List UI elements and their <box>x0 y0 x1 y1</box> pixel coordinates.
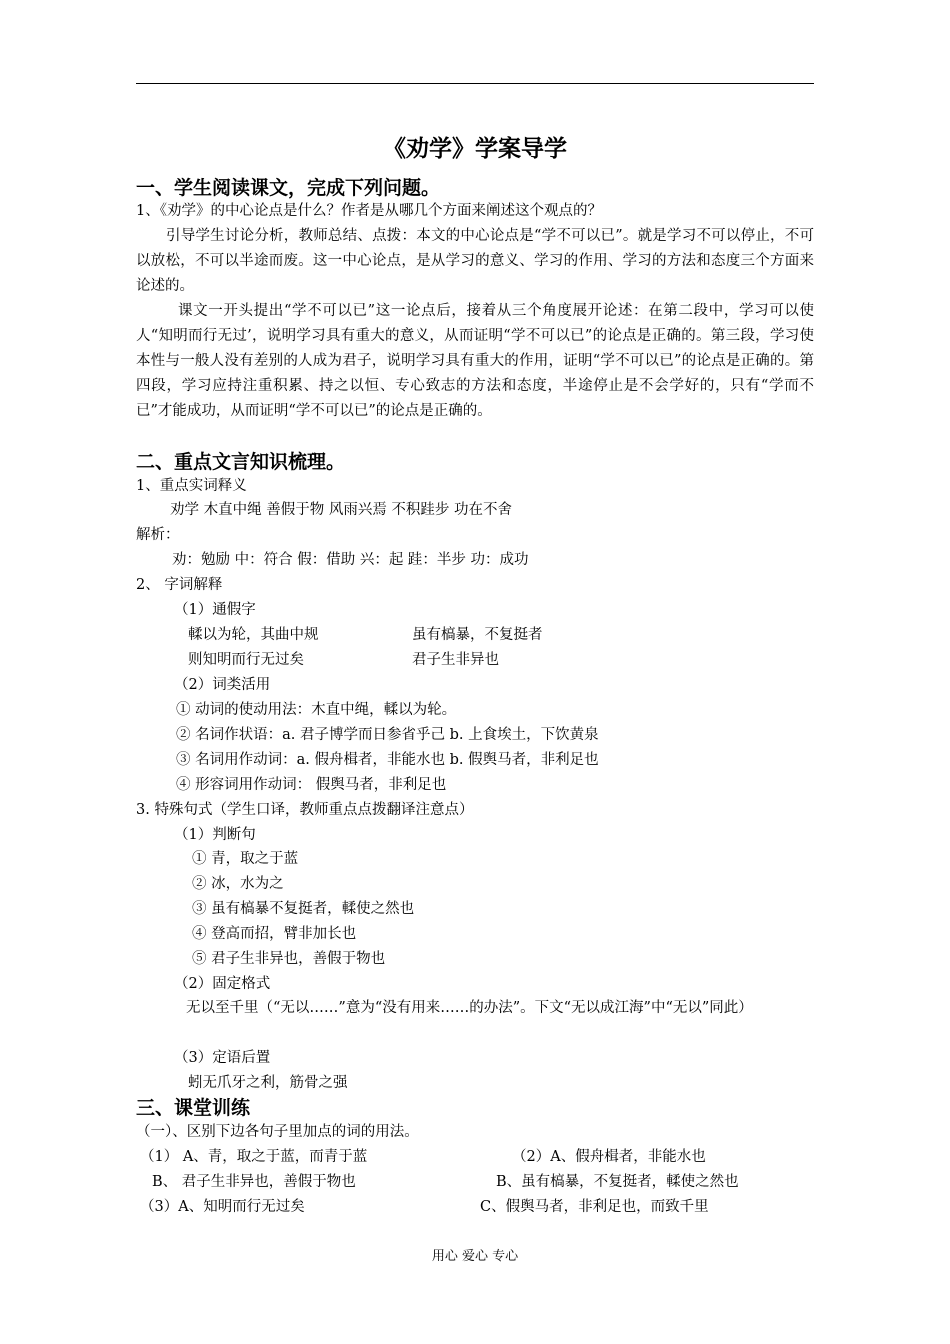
item-1: 1、重点实词释义 <box>136 478 247 494</box>
question-1: 1、《劝学》的中心论点是什么？作者是从哪几个方面来阐述这个观点的？ <box>136 203 602 219</box>
tongjia-2a: 则知明而行无过矣 <box>188 652 304 668</box>
paragraph-1: 引导学生讨论分析，教师总结、点拨：本文的中心论点是“学不可以已”。就是学习不可以停止，不可以放松，不可以半途而废。这一中心论点，是从学习的意义、学习的作用、学习的方法和态度三个方面来论述的。 <box>136 228 814 294</box>
exercise-3a: （3）A、知明而行无过矣 <box>140 1199 305 1215</box>
page-footer: 用心 爱心 专心 <box>431 1249 519 1264</box>
panduan-4: ④ 登高而招，臂非加长也 <box>192 926 357 942</box>
dingyu-text: 蚓无爪牙之利，筋骨之强 <box>188 1075 348 1091</box>
exercise-question: （一）、区别下边各句子里加点的词的用法。 <box>136 1124 419 1140</box>
panduan-5: ⑤ 君子生非异也，善假于物也 <box>192 951 386 967</box>
cilei-2: ② 名词作状语：a. 君子博学而日参省乎己 b. 上食埃土，下饮黄泉 <box>176 727 599 743</box>
analysis-label: 解析： <box>136 527 180 543</box>
exercise-1b: B、 君子生非异也，善假于物也 <box>152 1174 356 1190</box>
cilei-3: ③ 名词用作动词：a. 假舟楫者，非能水也 b. 假舆马者，非利足也 <box>176 752 599 768</box>
panduan-3: ③ 虽有槁暴不复挺者，輮使之然也 <box>192 901 415 917</box>
tongjia-1b: 虽有槁暴，不复挺者 <box>412 627 543 643</box>
sub-dingyu: （3）定语后置 <box>174 1050 271 1066</box>
sub-tongjia: （1）通假字 <box>174 602 256 618</box>
section3-heading: 三、课堂训练 <box>136 1097 251 1119</box>
section1-heading: 一、学生阅读课文，完成下列问题。 <box>136 177 441 199</box>
panduan-2: ② 冰，水为之 <box>192 876 284 892</box>
key-words: 劝学 木直中绳 善假于物 风雨兴焉 不积跬步 功在不舍 <box>170 502 513 518</box>
cilei-1: ① 动词的使动用法：木直中绳，輮以为轮。 <box>176 702 457 718</box>
header-rule <box>136 83 814 84</box>
tongjia-2b: 君子生非异也 <box>412 652 499 668</box>
cilei-4: ④ 形容词用作动词： 假舆马者，非利足也 <box>176 777 447 793</box>
section2-heading: 二、重点文言知识梳理。 <box>136 451 346 473</box>
sub-guding: （2）固定格式 <box>174 976 271 992</box>
paragraph-2: 课文一开头提出“学不可以已”这一论点后，接着从三个角度展开论述：在第二段中，学习可以使人“知明而行无过’，说明学习具有重大的意义，从而证明“学不可以已”的论点是正确的。第三段，学习使本性与一般人没有差别的人成为君子，说明学习具有重大的作用，证明“学不可以已”的论点是正确的。第四段，学习应持注重积累、持之以恒、专心致志的方法和态度，半途停止是不会学好的，只有“学而不已”才能成功，从而证明“学不可以已”的论点是正确的。 <box>136 303 814 419</box>
guding-text: 无以至千里（“无以……”意为“没有用来……的办法”。下文“无以成江海”中“无以”同此） <box>186 1000 753 1016</box>
item-3: 3. 特殊句式（学生口译，教师重点点拨翻译注意点） <box>136 802 474 818</box>
sub-cilei: （2）词类活用 <box>174 677 271 693</box>
analysis: 劝：勉励 中：符合 假：借助 兴：起 跬：半步 功：成功 <box>172 552 529 568</box>
sub-panduan: （1）判断句 <box>174 827 256 843</box>
exercise-2a: （2）A、假舟楫者，非能水也 <box>512 1149 706 1165</box>
tongjia-1a: 輮以为轮，其曲中规 <box>188 627 319 643</box>
item-2: 2、 字词解释 <box>136 577 223 593</box>
panduan-1: ① 青，取之于蓝 <box>192 851 299 867</box>
exercise-2b: B、虽有槁暴，不复挺者，輮使之然也 <box>496 1174 739 1190</box>
page-title: 《劝学》学案导学 <box>383 136 567 162</box>
exercise-1a: （1） A、青，取之于蓝，而青于蓝 <box>140 1149 368 1165</box>
exercise-3c: C、假舆马者，非利足也，而致千里 <box>480 1199 709 1215</box>
